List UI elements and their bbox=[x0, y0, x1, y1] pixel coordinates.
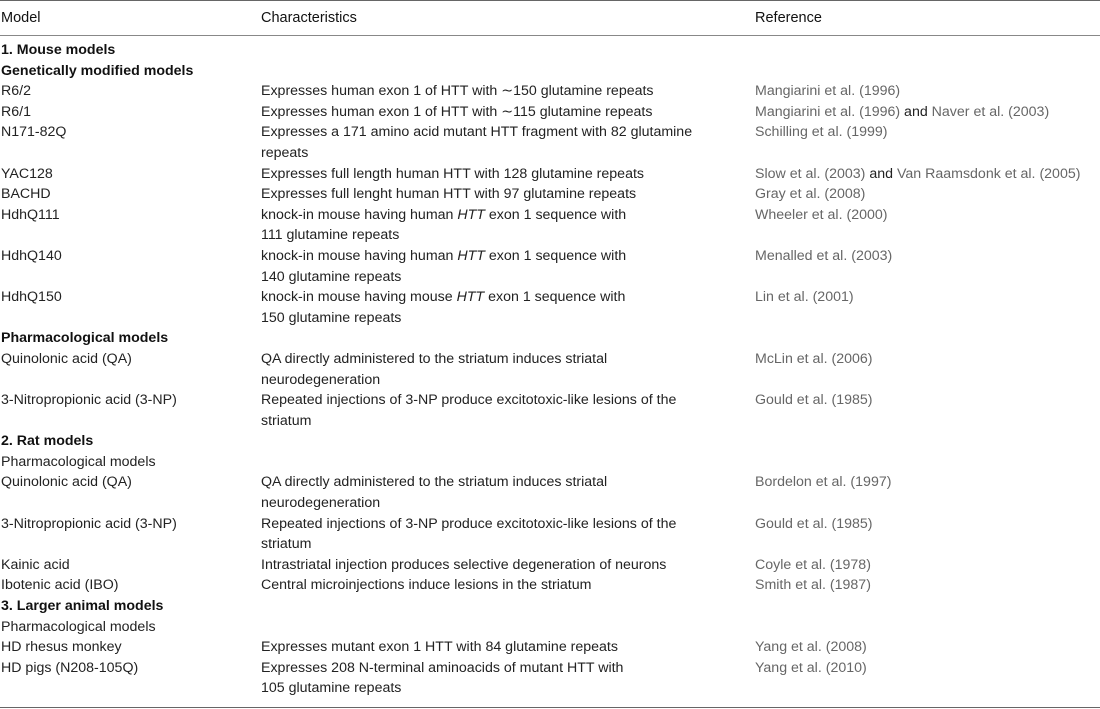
reference-cell bbox=[754, 205, 1100, 246]
characteristics-cell bbox=[260, 184, 754, 205]
characteristics-text-continued: striatum bbox=[261, 536, 312, 553]
characteristics-cell bbox=[260, 205, 754, 246]
section-heading-row bbox=[0, 40, 1100, 61]
top-rule bbox=[0, 0, 1100, 1]
model-cell: HD rhesus monkey bbox=[1, 639, 122, 656]
table-row bbox=[0, 390, 1100, 431]
header-rule bbox=[0, 35, 1100, 36]
table-row bbox=[0, 575, 1100, 596]
reference-cell bbox=[754, 472, 1100, 513]
reference-cell bbox=[754, 452, 1100, 473]
reference-cell bbox=[754, 349, 1100, 390]
reference-cell bbox=[754, 431, 1100, 452]
reference-cell bbox=[754, 122, 1100, 163]
reference-cell bbox=[754, 81, 1100, 102]
characteristics-text: exon 1 sequence with bbox=[484, 289, 626, 306]
model-cell: YAC128 bbox=[1, 165, 53, 182]
model-cell: HD pigs (N208-105Q) bbox=[1, 659, 139, 676]
characteristics-cell bbox=[260, 452, 754, 473]
characteristics-cell bbox=[260, 102, 754, 123]
reference-link[interactable]: Yang et al. (2008) bbox=[755, 639, 867, 656]
table-row bbox=[0, 637, 1100, 658]
reference-link[interactable]: Mangiarini et al. (1996) bbox=[755, 83, 901, 100]
table-row bbox=[0, 287, 1100, 328]
reference-link[interactable]: Lin et al. (2001) bbox=[755, 289, 854, 306]
table-row bbox=[0, 555, 1100, 576]
characteristics-text: Intrastriatal injection produces selective degeneration of neurons bbox=[261, 556, 667, 573]
reference-link[interactable]: Naver et al. (2003) bbox=[931, 103, 1050, 120]
table-row bbox=[0, 122, 1100, 163]
gene-italic: HTT bbox=[457, 247, 485, 264]
table-row bbox=[0, 102, 1100, 123]
model-cell: R6/2 bbox=[1, 83, 31, 100]
header-model: Model bbox=[1, 10, 41, 26]
reference-link[interactable]: Wheeler et al. (2000) bbox=[755, 206, 888, 223]
characteristics-cell bbox=[260, 246, 754, 287]
model-cell: HdhQ111 bbox=[1, 206, 60, 223]
reference-cell bbox=[754, 617, 1100, 638]
characteristics-text: Repeated injections of 3-NP produce excitotoxic-like lesions of the bbox=[261, 515, 677, 532]
characteristics-text: Expresses full length human HTT with 128 glutamine repeats bbox=[261, 165, 644, 182]
characteristics-cell bbox=[260, 555, 754, 576]
characteristics-cell bbox=[260, 575, 754, 596]
reference-cell bbox=[754, 164, 1100, 185]
section-heading-row bbox=[0, 596, 1100, 617]
table-row bbox=[0, 81, 1100, 102]
characteristics-text-continued: repeats bbox=[261, 144, 309, 161]
characteristics-text: QA directly administered to the striatum induces striatal bbox=[261, 474, 608, 491]
characteristics-text: QA directly administered to the striatum induces striatal bbox=[261, 350, 608, 367]
characteristics-text: Expresses human exon 1 of HTT with ∼150 glutamine repeats bbox=[261, 83, 654, 100]
model-cell: 1. Mouse models bbox=[1, 42, 116, 58]
subsection-heading-row bbox=[0, 61, 1100, 82]
characteristics-text: exon 1 sequence with bbox=[484, 247, 627, 264]
characteristics-cell bbox=[260, 658, 754, 699]
model-cell: 2. Rat models bbox=[1, 433, 94, 450]
characteristics-text: knock-in mouse having human bbox=[261, 206, 458, 223]
section-heading-row bbox=[0, 431, 1100, 452]
model-cell: Quinolonic acid (QA) bbox=[1, 350, 132, 367]
characteristics-text: knock-in mouse having human bbox=[261, 247, 458, 264]
model-cell: HdhQ150 bbox=[1, 289, 62, 306]
bottom-rule bbox=[0, 707, 1100, 708]
model-cell: Genetically modified models bbox=[1, 62, 194, 79]
model-cell: Pharmacological models bbox=[1, 453, 156, 470]
reference-link[interactable]: Smith et al. (1987) bbox=[755, 577, 871, 594]
reference-cell bbox=[754, 390, 1100, 431]
table-row bbox=[0, 164, 1100, 185]
characteristics-cell bbox=[260, 61, 754, 82]
gene-italic: HTT bbox=[457, 206, 485, 223]
reference-cell bbox=[754, 287, 1100, 328]
characteristics-text-continued: 111 glutamine repeats bbox=[261, 227, 400, 244]
model-cell: 3-Nitropropionic acid (3-NP) bbox=[1, 515, 177, 532]
characteristics-cell bbox=[260, 514, 754, 555]
characteristics-cell bbox=[260, 81, 754, 102]
reference-cell bbox=[754, 102, 1100, 123]
characteristics-text-continued: 105 glutamine repeats bbox=[261, 680, 402, 697]
characteristics-text: Expresses 208 N-terminal aminoacids of mutant HTT with bbox=[261, 659, 624, 676]
characteristics-cell bbox=[260, 122, 754, 163]
reference-cell bbox=[754, 575, 1100, 596]
model-cell: Ibotenic acid (IBO) bbox=[1, 577, 119, 594]
characteristics-text-continued: striatum bbox=[261, 412, 312, 429]
model-cell: 3. Larger animal models bbox=[1, 598, 164, 615]
characteristics-cell bbox=[260, 328, 754, 349]
reference-link[interactable]: Gould et al. (1985) bbox=[755, 515, 873, 532]
model-cell: Pharmacological models bbox=[1, 618, 156, 635]
characteristics-text-continued: 140 glutamine repeats bbox=[261, 268, 402, 285]
model-cell: HdhQ140 bbox=[1, 247, 62, 264]
characteristics-cell bbox=[260, 472, 754, 513]
reference-link[interactable]: Schilling et al. (1999) bbox=[755, 124, 888, 141]
model-cell: R6/1 bbox=[1, 103, 31, 120]
table-row bbox=[0, 514, 1100, 555]
gene-italic: HTT bbox=[456, 289, 485, 306]
table-row bbox=[0, 658, 1100, 699]
reference-link[interactable]: Menalled et al. (2003) bbox=[755, 247, 893, 264]
reference-link[interactable]: Slow et al. (2003) bbox=[755, 165, 866, 182]
model-cell: Kainic acid bbox=[1, 556, 70, 573]
header-characteristics: Characteristics bbox=[261, 10, 357, 26]
reference-cell bbox=[754, 184, 1100, 205]
table-row bbox=[0, 349, 1100, 390]
table-row bbox=[0, 205, 1100, 246]
subsection-heading-row bbox=[0, 328, 1100, 349]
reference-link[interactable]: Gould et al. (1985) bbox=[755, 392, 873, 409]
reference-cell bbox=[754, 514, 1100, 555]
characteristics-cell bbox=[260, 390, 754, 431]
characteristics-text: knock-in mouse having mouse bbox=[261, 289, 457, 306]
reference-link[interactable]: Coyle et al. (1978) bbox=[755, 556, 871, 573]
characteristics-cell bbox=[260, 637, 754, 658]
subsection-heading-row bbox=[0, 617, 1100, 638]
model-cell: Quinolonic acid (QA) bbox=[1, 474, 132, 491]
reference-link[interactable]: Gray et al. (2008) bbox=[755, 186, 866, 203]
characteristics-cell bbox=[260, 431, 754, 452]
characteristics-text: Expresses a 171 amino acid mutant HTT fragment with 82 glutamine bbox=[261, 124, 693, 141]
reference-cell bbox=[754, 658, 1100, 699]
model-cell: 3-Nitropropionic acid (3-NP) bbox=[1, 392, 177, 409]
reference-cell bbox=[754, 40, 1100, 61]
characteristics-text-continued: 150 glutamine repeats bbox=[261, 309, 402, 326]
characteristics-cell bbox=[260, 617, 754, 638]
model-cell: N171-82Q bbox=[1, 124, 67, 141]
characteristics-text: Expresses human exon 1 of HTT with ∼115 glutamine repeats bbox=[261, 103, 653, 120]
characteristics-text-continued: neurodegeneration bbox=[261, 371, 381, 388]
table-row bbox=[0, 184, 1100, 205]
characteristics-text-continued: neurodegeneration bbox=[261, 495, 381, 512]
reference-link[interactable]: Bordelon et al. (1997) bbox=[755, 474, 892, 491]
table-row bbox=[0, 246, 1100, 287]
reference-cell bbox=[754, 328, 1100, 349]
model-cell: BACHD bbox=[1, 186, 51, 203]
characteristics-text: Central microinjections induce lesions in the striatum bbox=[261, 577, 592, 594]
characteristics-text: Expresses mutant exon 1 HTT with 84 glutamine repeats bbox=[261, 639, 618, 656]
reference-cell bbox=[754, 61, 1100, 82]
reference-link[interactable]: Van Raamsdonk et al. (2005) bbox=[896, 165, 1081, 182]
subsection-heading-row bbox=[0, 452, 1100, 473]
reference-link[interactable]: McLin et al. (2006) bbox=[755, 350, 873, 367]
reference-joiner: and bbox=[900, 103, 932, 120]
characteristics-cell bbox=[260, 349, 754, 390]
reference-joiner: and bbox=[865, 165, 897, 182]
characteristics-text: exon 1 sequence with bbox=[484, 206, 627, 223]
reference-cell bbox=[754, 246, 1100, 287]
reference-cell bbox=[754, 637, 1100, 658]
reference-link[interactable]: Mangiarini et al. (1996) bbox=[755, 103, 901, 120]
characteristics-cell bbox=[260, 287, 754, 328]
characteristics-cell bbox=[260, 164, 754, 185]
characteristics-cell bbox=[260, 596, 754, 617]
model-cell: Pharmacological models bbox=[1, 330, 169, 347]
characteristics-text: Expresses full lenght human HTT with 97 glutamine repeats bbox=[261, 186, 637, 203]
characteristics-cell bbox=[260, 40, 754, 61]
table-row bbox=[0, 472, 1100, 513]
characteristics-text: Repeated injections of 3-NP produce excitotoxic-like lesions of the bbox=[261, 392, 677, 409]
reference-cell bbox=[754, 596, 1100, 617]
reference-link[interactable]: Yang et al. (2010) bbox=[755, 659, 867, 676]
reference-cell bbox=[754, 555, 1100, 576]
header-reference: Reference bbox=[755, 10, 822, 26]
table-body bbox=[0, 40, 1100, 699]
